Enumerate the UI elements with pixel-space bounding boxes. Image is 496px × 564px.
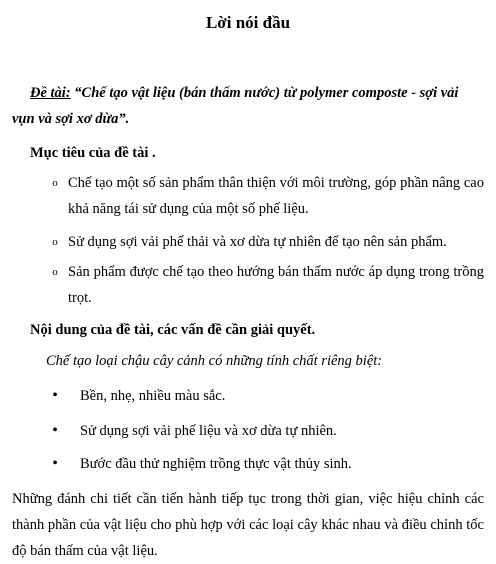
- topic-label: Đề tài:: [30, 85, 71, 101]
- closing-paragraph: Những đánh chi tiết cần tiến hành tiếp tục trong thời gian, việc hiệu chỉnh các thành phần của vật liệu cho phù hợp với các loại cây khác nhau và điều chỉnh tốc độ bán thấm của vật liệu.: [12, 491, 484, 559]
- bullet-icon: •: [52, 422, 58, 439]
- list-item-text: Bền, nhẹ, nhiều màu sắc.: [80, 388, 226, 404]
- circle-bullet-icon: o: [52, 177, 58, 189]
- topic-paragraph: [12, 80, 484, 132]
- circle-bullet-icon: o: [52, 236, 58, 248]
- list-item-text: Bước đầu thử nghiệm trồng thực vật thủy sinh.: [80, 456, 352, 472]
- list-item-text: Sản phẩm được chế tạo theo hướng bán thấm nước áp dụng trong trồng trọt.: [68, 264, 484, 306]
- content-heading: Nội dung của đề tài, các vấn đề cần giải quyết.: [30, 322, 316, 338]
- bullet-icon: •: [52, 387, 58, 404]
- list-item-text: Sử dụng sợi vải phế thải và xơ dừa tự nhiên để tạo nên sản phẩm.: [68, 234, 447, 250]
- page-title: Lời nói đầu: [205, 13, 291, 32]
- bullet-icon: •: [52, 455, 58, 472]
- list-item-text: Chế tạo một số sản phẩm thân thiện với môi trường, góp phần nâng cao khả năng tái sử dụng của một số phế liệu.: [68, 175, 484, 217]
- objectives-heading: Mục tiêu của đề tài .: [30, 145, 156, 161]
- circle-bullet-icon: o: [52, 266, 58, 278]
- content-intro: Chế tạo loại chậu cây cảnh có những tính chất riêng biệt:: [46, 353, 383, 369]
- topic-text: “Chế tạo vật liệu (bán thấm nước) từ polymer composte - sợi vải vụn và sợi xơ dừa”.: [12, 85, 459, 127]
- list-item-text: Sử dụng sợi vải phế liệu và xơ dừa tự nhiên.: [80, 423, 337, 439]
